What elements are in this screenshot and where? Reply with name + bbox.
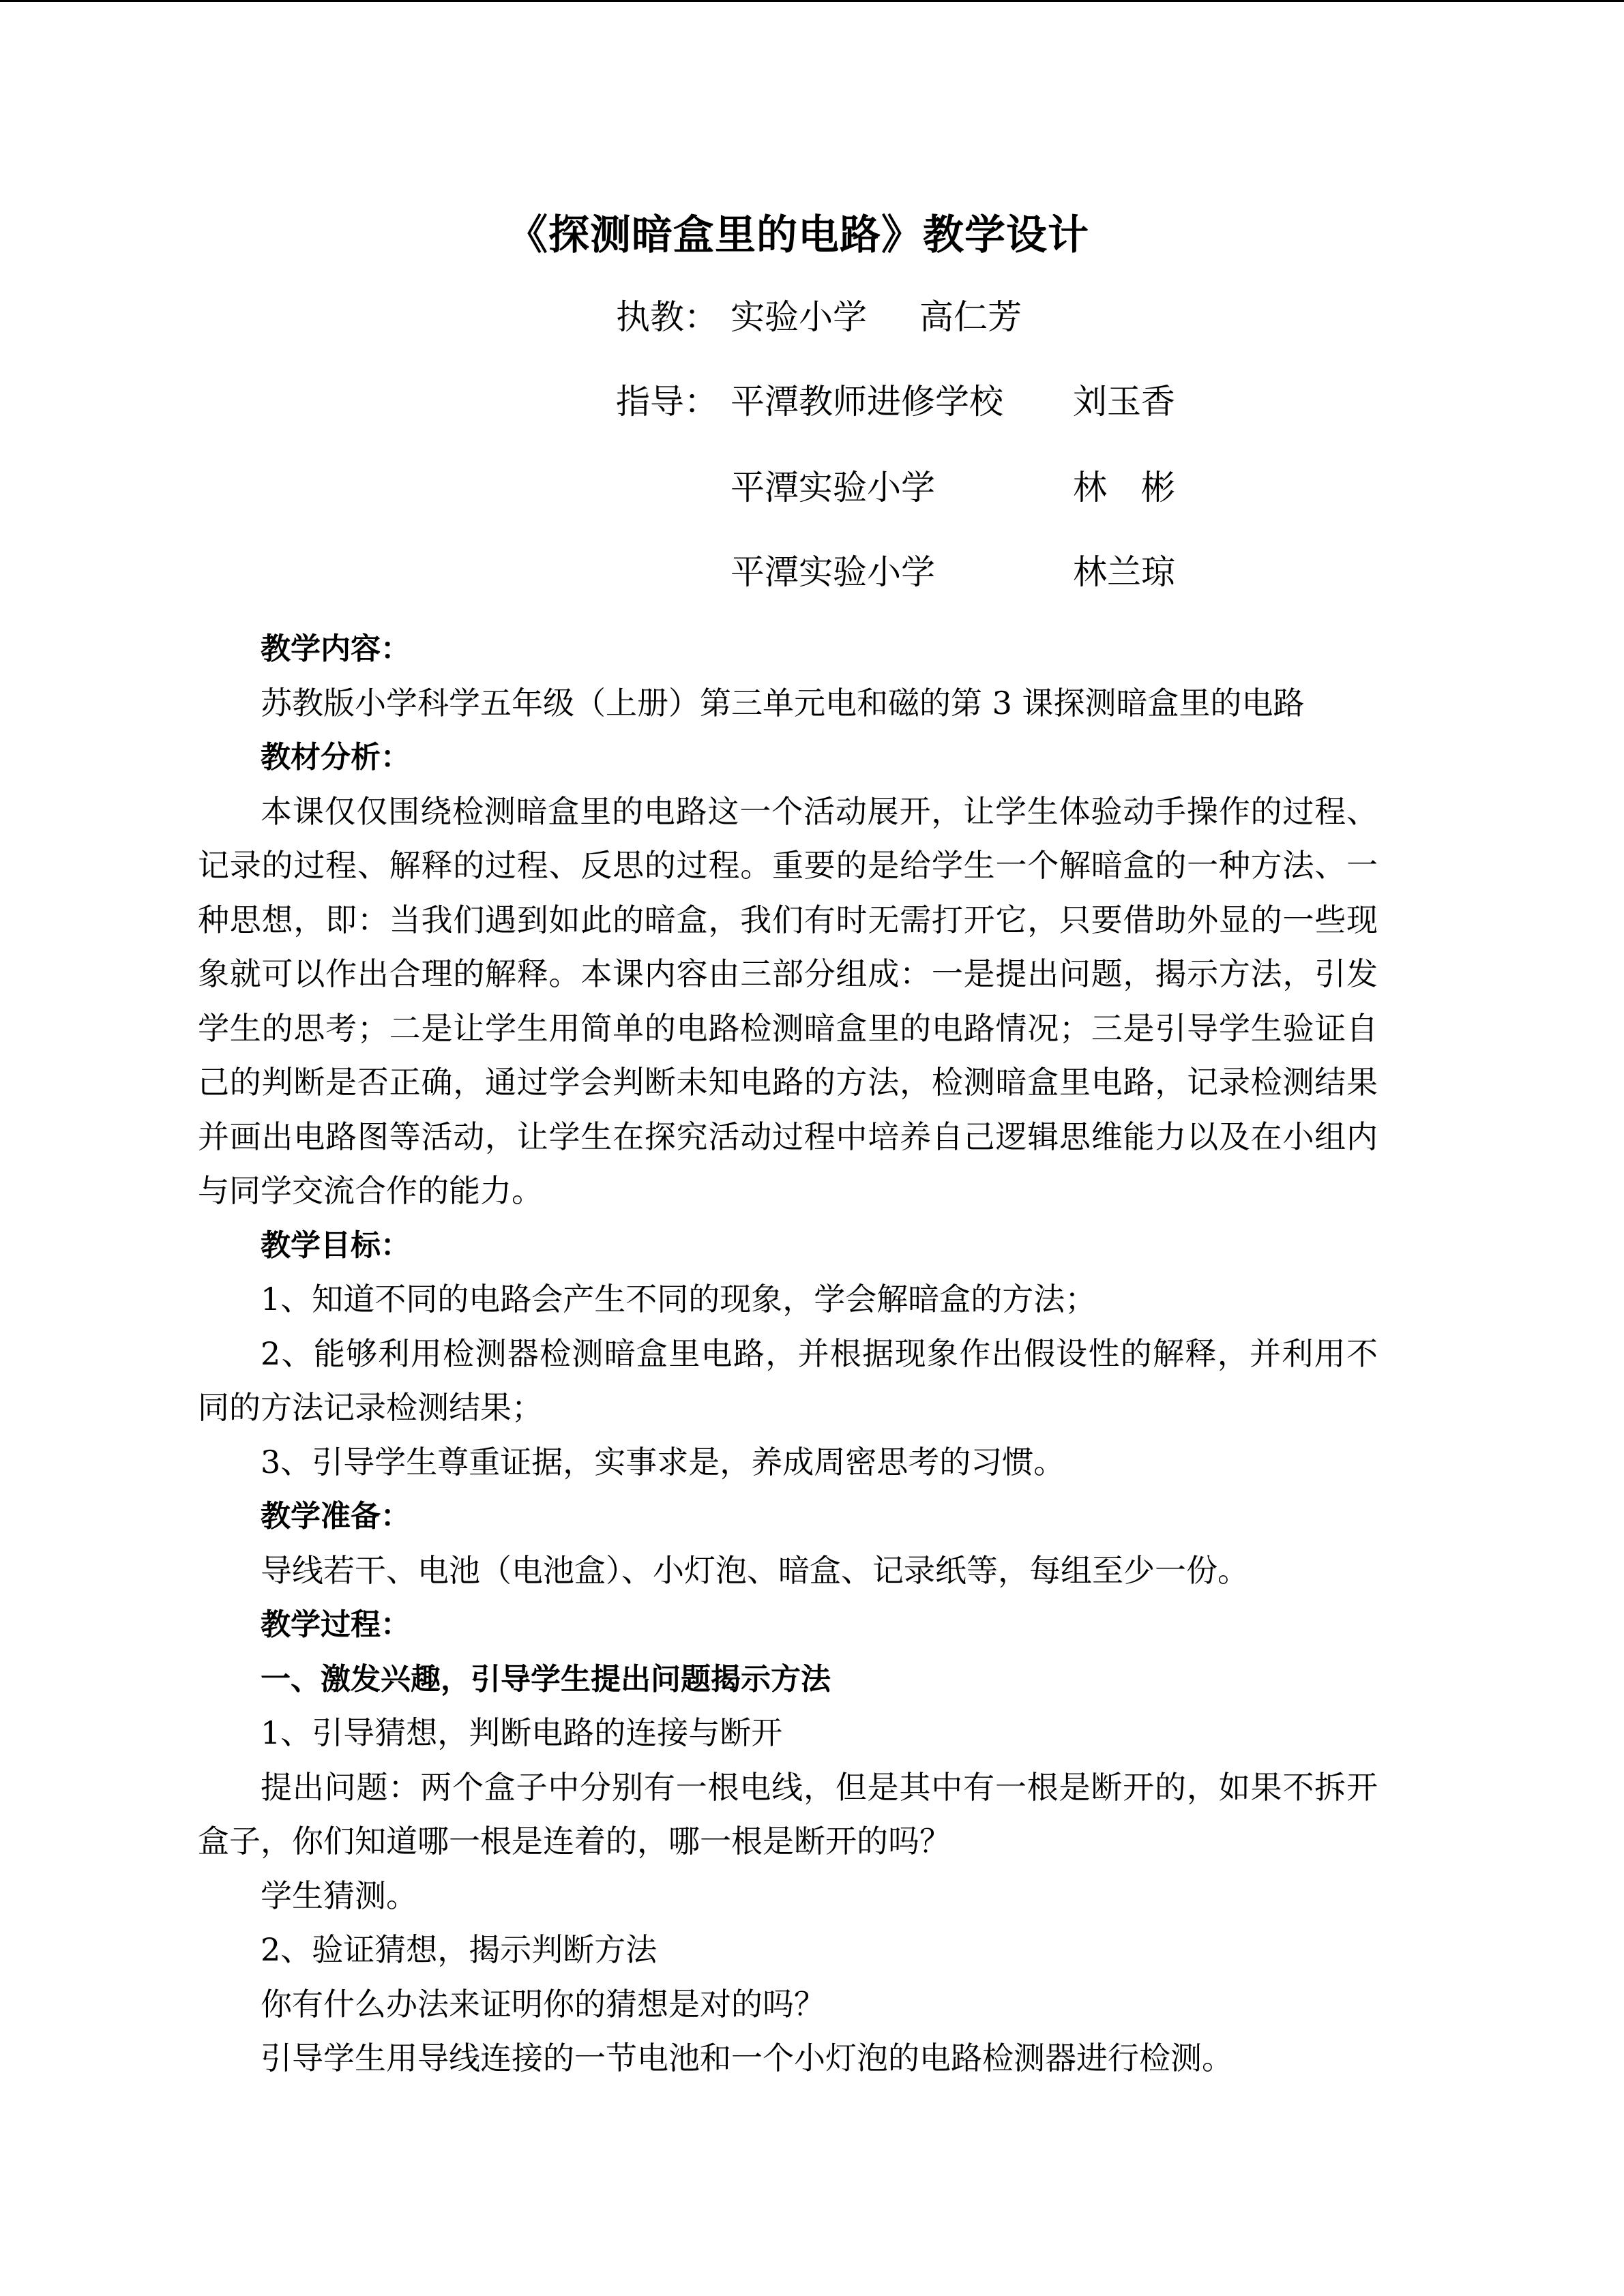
process-line: 提出问题：两个盒子中分别有一根电线，但是其中有一根是断开的，如果不拆开盒子，你们知道哪一根是连着的，哪一根是断开的吗？ — [198, 1768, 1378, 1860]
document-body — [198, 622, 1378, 2086]
guidance-name: 林兰琼 — [1073, 552, 1175, 592]
guidance-org: 平潭实验小学 — [730, 468, 935, 507]
goal-item: 2、能够利用检测器检测暗盒里电路，并根据现象作出假设性的解释，并利用不同的方法记录检测结果； — [198, 1335, 1378, 1426]
guidance-org: 平潭实验小学 — [730, 552, 935, 592]
prep-text: 导线若干、电池（电池盒）、小灯泡、暗盒、记录纸等，每组至少一份。 — [261, 1551, 1249, 1589]
goal-item: 3、引导学生尊重证据，实事求是，养成周密思考的习惯。 — [261, 1443, 1065, 1480]
process-line: 引导学生用导线连接的一节电池和一个小灯泡的电路检测器进行检测。 — [261, 2040, 1233, 2076]
guidance-label: 指导： — [616, 382, 718, 421]
goal-item: 1、知道不同的电路会产生不同的现象，学会解暗盒的方法； — [261, 1281, 1097, 1317]
process-line: 2、验证猜想，揭示判断方法 — [261, 1931, 658, 1968]
process-heading: 教学过程： — [261, 1607, 411, 1642]
document-title: 《探测暗盒里的电路》教学设计 — [507, 211, 1089, 259]
guidance-name: 林 彬 — [1073, 468, 1175, 507]
author-name: 高仁芳 — [919, 297, 1022, 337]
analysis-text: 本课仅仅围绕检测暗盒里的电路这一个活动展开，让学生体验动手操作的过程、记录的过程、解释的过程、反思的过程。重要的是给学生一个解暗盒的一种方法、一种思想，即：当我们遇到如此的暗盒，我们有时无需打开它，只要借助外显的一些现象就可以作出合理的解释。本课内容由三部分组成：一是提出问题，揭示方法，引发学生的思考；二是让学生用简单的电路检测暗盒里的电路情况；三是引导学生验证自己的判断是否正确，通过学会判断未知电路的方法，检测暗盒里电路，记录检测结果并画出电路图等活动，让学生在探究活动过程中培养自己逻辑思维能力以及在小组内与同学交流合作的能力。 — [198, 792, 1378, 1209]
top-border-line — [0, 0, 1624, 2]
content-text: 苏教版小学科学五年级（上册）第三单元电和磁的第 3 课探测暗盒里的电路 — [261, 684, 1305, 721]
analysis-heading: 教材分析： — [261, 740, 411, 775]
process-line: 你有什么办法来证明你的猜想是对的吗？ — [261, 1985, 825, 2023]
guidance-org: 平潭教师进修学校 — [730, 382, 1003, 421]
process-line: 学生猜测。 — [261, 1877, 417, 1914]
prep-heading: 教学准备： — [261, 1499, 411, 1534]
process-section-heading: 一、激发兴趣，引导学生提出问题揭示方法 — [261, 1661, 831, 1697]
author-label: 执教： — [616, 297, 718, 337]
author-school: 实验小学 — [730, 297, 867, 337]
content-heading: 教学内容： — [261, 631, 411, 666]
guidance-name: 刘玉香 — [1073, 382, 1175, 421]
process-line: 1、引导猜想，判断电路的连接与断开 — [261, 1714, 783, 1751]
goals-heading: 教学目标： — [261, 1227, 411, 1263]
